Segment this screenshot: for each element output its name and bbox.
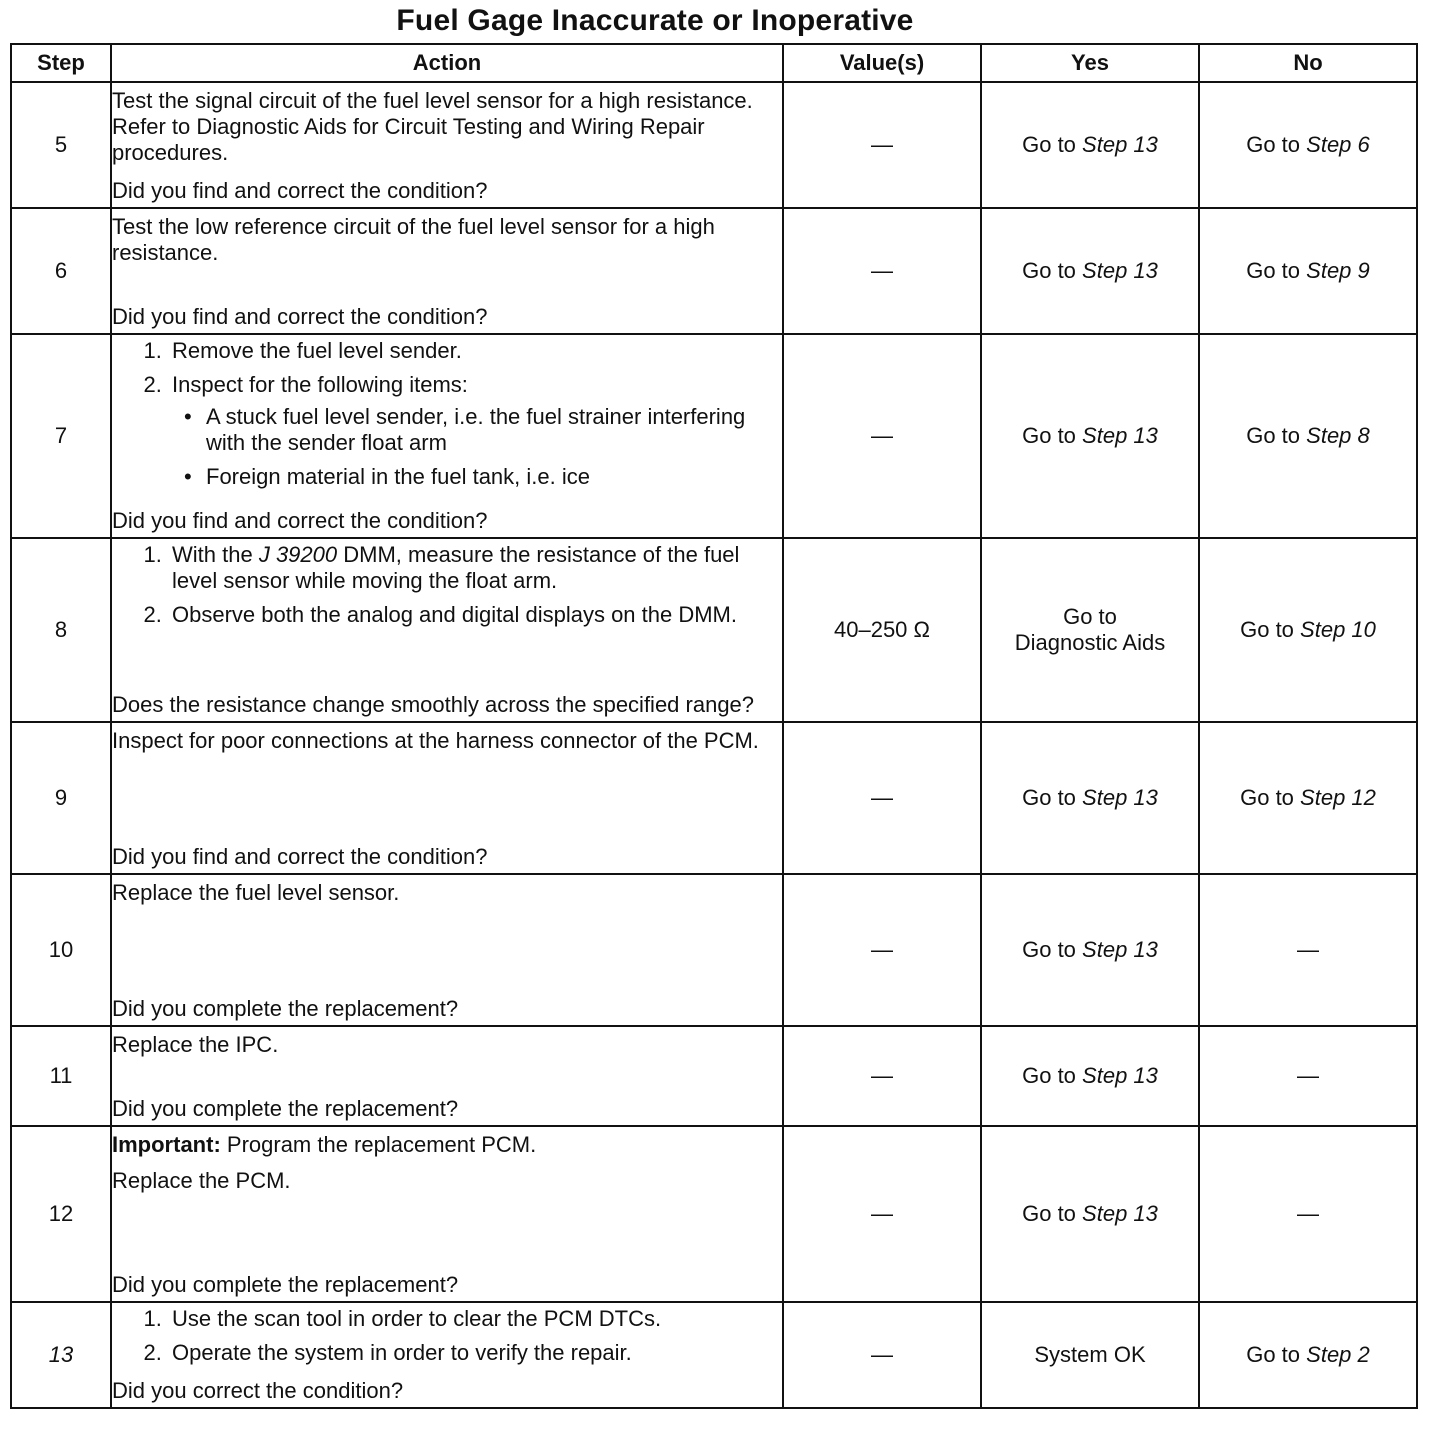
action-text: Replace the IPC. <box>112 1032 279 1057</box>
no-step-link[interactable]: Step 6 <box>1306 132 1370 157</box>
header-no: No <box>1199 44 1417 82</box>
diagnostic-table <box>10 43 1418 1409</box>
no-prefix: Go to <box>1246 1342 1301 1367</box>
action-question: Did you find and correct the condition? <box>112 844 488 869</box>
yes-step-link[interactable]: Step 13 <box>1082 937 1158 962</box>
yes-step-link[interactable]: Step 13 <box>1082 1063 1158 1088</box>
yes-cell <box>981 538 1199 722</box>
action-step-item: 2. Operate the system in order to verify the repair. <box>168 1340 782 1366</box>
yes-cell: System OK <box>981 1302 1199 1408</box>
no-cell <box>1199 334 1417 538</box>
table-row <box>11 208 1417 334</box>
tool-name: J 39200 <box>258 542 338 567</box>
step-number: 7 <box>11 334 111 538</box>
action-steps <box>112 1306 782 1374</box>
table-header-row <box>11 44 1417 82</box>
yes-cell <box>981 1026 1199 1126</box>
no-prefix: Go to <box>1246 423 1301 448</box>
yes-prefix: Go to <box>1022 423 1076 448</box>
no-step-link[interactable]: Step 8 <box>1306 423 1370 448</box>
action-question: Does the resistance change smoothly across the specified range? <box>112 692 755 717</box>
yes-cell <box>981 334 1199 538</box>
table-row <box>11 722 1417 874</box>
action-step-item: 1. Remove the fuel level sender. <box>168 338 782 364</box>
yes-cell <box>981 874 1199 1026</box>
action-question: Did you correct the condition? <box>112 1378 404 1403</box>
header-values: Value(s) <box>783 44 981 82</box>
value-cell: — <box>783 1026 981 1126</box>
action-question: Did you complete the replacement? <box>112 1096 459 1121</box>
no-cell <box>1199 538 1417 722</box>
action-question: Did you find and correct the condition? <box>112 508 488 533</box>
table-row <box>11 1302 1417 1408</box>
no-cell: — <box>1199 1026 1417 1126</box>
action-question: Did you find and correct the condition? <box>112 304 488 329</box>
action-step-item: 1. With the J 39200 DMM, measure the resistance of the fuel level sensor while moving the float arm. <box>168 542 782 594</box>
action-cell <box>111 538 783 722</box>
table-row <box>11 334 1417 538</box>
yes-step-link[interactable]: Step 13 <box>1082 423 1158 448</box>
step-number: 9 <box>11 722 111 874</box>
value-cell: — <box>783 1302 981 1408</box>
no-cell <box>1199 722 1417 874</box>
action-step-item: 2. Inspect for the following items: • A stuck fuel level sender, i.e. the fuel strainer interfering with the sender float arm • Foreign material in the fuel tank, i.e. ice <box>168 372 782 490</box>
step-number: 11 <box>11 1026 111 1126</box>
action-text: Replace the fuel level sensor. <box>112 880 400 905</box>
action-cell <box>111 82 783 208</box>
no-prefix: Go to <box>1240 617 1294 642</box>
yes-prefix: Go to <box>1022 785 1076 810</box>
action-cell <box>111 208 783 334</box>
action-question: Did you complete the replacement? <box>112 996 459 1021</box>
yes-diagnostic-aids-link[interactable]: Diagnostic Aids <box>1014 630 1166 655</box>
step-number: 8 <box>11 538 111 722</box>
yes-prefix: Go to <box>1022 1201 1076 1226</box>
no-step-link[interactable]: Step 2 <box>1306 1342 1370 1367</box>
value-cell: — <box>783 334 981 538</box>
page-title: Fuel Gage Inaccurate or Inoperative <box>396 4 914 37</box>
yes-step-link[interactable]: Step 13 <box>1082 132 1158 157</box>
value-cell: 40–250 Ω <box>783 538 981 722</box>
action-cell <box>111 1126 783 1302</box>
table-row <box>11 82 1417 208</box>
table-row <box>11 1126 1417 1302</box>
no-cell: — <box>1199 874 1417 1026</box>
action-steps <box>112 542 782 636</box>
no-step-link[interactable]: Step 12 <box>1300 785 1376 810</box>
table-row <box>11 538 1417 722</box>
action-step-item: 2. Observe both the analog and digital displays on the DMM. <box>168 602 782 628</box>
header-step: Step <box>11 44 111 82</box>
no-prefix: Go to <box>1240 785 1294 810</box>
no-prefix: Go to <box>1246 258 1301 283</box>
yes-cell <box>981 82 1199 208</box>
step-number: 10 <box>11 874 111 1026</box>
step-number: 13 <box>11 1302 111 1408</box>
action-cell <box>111 1302 783 1408</box>
step-number: 5 <box>11 82 111 208</box>
no-step-link[interactable]: Step 9 <box>1306 258 1370 283</box>
header-yes: Yes <box>981 44 1199 82</box>
action-cell <box>111 1026 783 1126</box>
action-text: Test the signal circuit of the fuel level sensor for a high resistance. Refer to Diagnostic Aids for Circuit Testing and Wiring Repair procedures. <box>112 88 753 165</box>
yes-cell <box>981 208 1199 334</box>
table-row <box>11 1026 1417 1126</box>
bullet-item: • A stuck fuel level sender, i.e. the fuel strainer interfering with the sender float arm <box>206 404 782 456</box>
yes-prefix: Go to <box>1063 604 1117 629</box>
header-action: Action <box>111 44 783 82</box>
yes-step-link[interactable]: Step 13 <box>1082 1201 1158 1226</box>
value-cell: — <box>783 1126 981 1302</box>
action-steps <box>112 338 782 498</box>
value-cell: — <box>783 82 981 208</box>
no-cell <box>1199 1302 1417 1408</box>
action-cell <box>111 722 783 874</box>
action-text: Replace the PCM. <box>112 1168 291 1193</box>
no-step-link[interactable]: Step 10 <box>1300 617 1376 642</box>
important-note: Important: Program the replacement PCM. <box>112 1132 537 1157</box>
yes-step-link[interactable]: Step 13 <box>1082 785 1158 810</box>
no-cell <box>1199 208 1417 334</box>
action-cell <box>111 874 783 1026</box>
action-step-item: 1. Use the scan tool in order to clear the PCM DTCs. <box>168 1306 782 1332</box>
yes-prefix: Go to <box>1022 258 1076 283</box>
yes-prefix: Go to <box>1022 937 1076 962</box>
yes-cell <box>981 722 1199 874</box>
value-cell: — <box>783 722 981 874</box>
action-question: Did you find and correct the condition? <box>112 178 488 203</box>
no-prefix: Go to <box>1246 132 1301 157</box>
no-cell: — <box>1199 1126 1417 1302</box>
yes-cell <box>981 1126 1199 1302</box>
step-number: 6 <box>11 208 111 334</box>
value-cell: — <box>783 874 981 1026</box>
yes-prefix: Go to <box>1022 132 1076 157</box>
action-text: Inspect for poor connections at the harness connector of the PCM. <box>112 728 759 753</box>
action-question: Did you complete the replacement? <box>112 1272 459 1297</box>
table-row <box>11 874 1417 1026</box>
yes-step-link[interactable]: Step 13 <box>1082 258 1158 283</box>
action-cell <box>111 334 783 538</box>
value-cell: — <box>783 208 981 334</box>
step-number: 12 <box>11 1126 111 1302</box>
action-text: Test the low reference circuit of the fuel level sensor for a high resistance. <box>112 214 715 265</box>
yes-prefix: Go to <box>1022 1063 1076 1088</box>
inspection-bullets <box>172 404 782 490</box>
bullet-item: • Foreign material in the fuel tank, i.e. ice <box>206 464 782 490</box>
no-cell <box>1199 82 1417 208</box>
important-label: Important: <box>112 1132 221 1157</box>
